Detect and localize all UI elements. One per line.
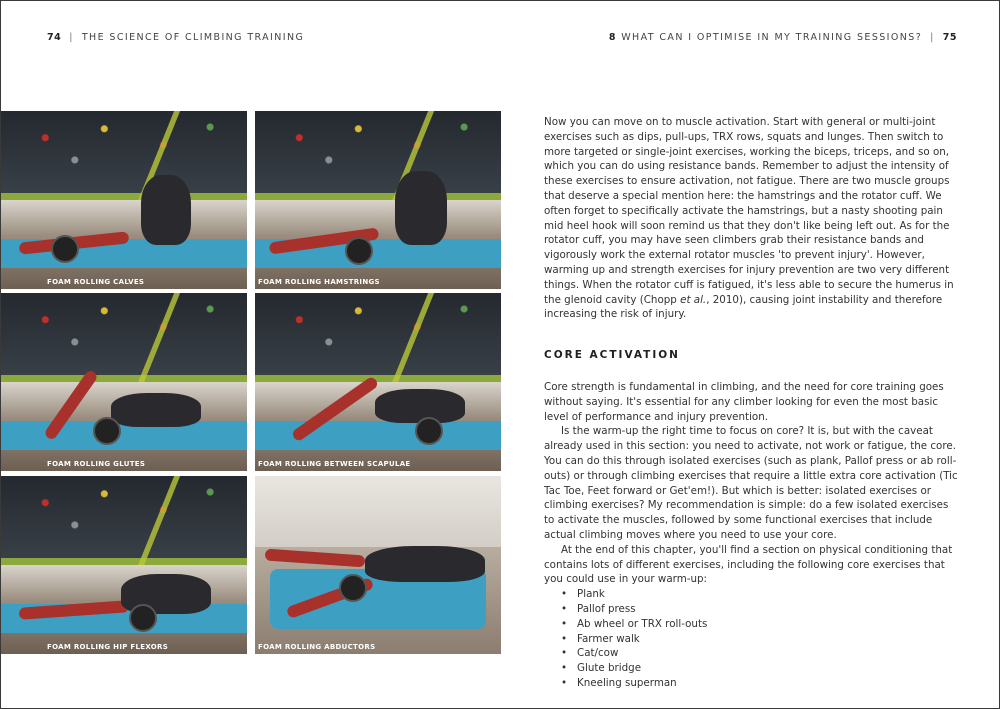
list-item: • Kneeling superman bbox=[561, 676, 959, 691]
right-header-title: WHAT CAN I OPTIMISE IN MY TRAINING SESSIONS? bbox=[621, 32, 923, 43]
photo-foam-rolling-glutes bbox=[1, 293, 247, 471]
body-text-column bbox=[544, 115, 959, 691]
photo-foam-rolling-hamstrings bbox=[255, 111, 501, 289]
photo-caption: FOAM ROLLING ABDUCTORS bbox=[258, 643, 376, 651]
intro-paragraph: Now you can move on to muscle activation. Start with general or multi-joint exercises such as dips, pull-ups, TRX rows, squats and lunges. Then switch to more targeted or single-joint exercises, working the biceps, triceps, and so on, which you can do using resistance bands. Remember to adjust the intensity of these exercises to ensure activation, not fatigue. There are two muscle groups that deserve a special mention here: the hamstrings and the rotator cuff. We often forget to specifically activate the hamstrings, but a nasty shooting pain mid heel hook will soon remind us that they don't like being left out. As for the rotator cuff, you may have seen climbers grab their resistance bands and vigorously work the external rotator muscles 'to prevent injury'. However, warming up and strength exercises for injury prevention are two very different things. When the rotator cuff is fatigued, it's less able to secure the humerus in the glenoid cavity (Chopp et al., 2010), causing joint instability and therefore increasing the risk of injury. bbox=[544, 116, 954, 321]
left-page-number: 74 bbox=[47, 32, 62, 43]
core-paragraph-3: At the end of this chapter, you'll find a section on physical conditioning that contains lots of different exercises, including the following core exercises that you could use in your warm-up: bbox=[544, 543, 953, 586]
list-item: • Farmer walk bbox=[561, 632, 959, 647]
list-item: • Cat/cow bbox=[561, 646, 959, 661]
section-heading: CORE ACTIVATION bbox=[544, 349, 680, 362]
photo-foam-rolling-abductors bbox=[255, 476, 501, 654]
core-exercise-list bbox=[544, 587, 959, 691]
photo-caption: FOAM ROLLING HAMSTRINGS bbox=[258, 278, 380, 286]
header-separator: | bbox=[69, 32, 74, 43]
left-running-header bbox=[47, 32, 304, 43]
photo-caption: FOAM ROLLING BETWEEN SCAPULAE bbox=[258, 460, 411, 468]
chapter-number: 8 bbox=[608, 32, 617, 43]
left-header-title: THE SCIENCE OF CLIMBING TRAINING bbox=[81, 32, 305, 43]
list-item: • Pallof press bbox=[561, 602, 959, 617]
photo-caption: FOAM ROLLING HIP FLEXORS bbox=[47, 643, 169, 651]
right-running-header bbox=[609, 32, 957, 43]
list-item: • Plank bbox=[561, 587, 959, 602]
right-page-number: 75 bbox=[942, 32, 957, 43]
photo-foam-rolling-between-scapulae bbox=[255, 293, 501, 471]
list-item: • Ab wheel or TRX roll-outs bbox=[561, 617, 959, 632]
photo-foam-rolling-hip-flexors bbox=[1, 476, 247, 654]
photo-foam-rolling-calves bbox=[1, 111, 247, 289]
core-paragraph-1: Core strength is fundamental in climbing, and the need for core training goes without saying. It's essential for any climber looking for even the most basic level of performance and injury prevention. bbox=[544, 380, 944, 423]
photo-caption: FOAM ROLLING CALVES bbox=[47, 278, 145, 286]
photo-caption: FOAM ROLLING GLUTES bbox=[47, 460, 146, 468]
list-item: • Glute bridge bbox=[561, 661, 959, 676]
core-paragraph-2: Is the warm-up the right time to focus on core? It is, but with the caveat already used in this section: you need to activate, not work or fatigue, the core. You can do this through isolated exercises (such as plank, Pallof press or ab roll-outs) or through climbing exercises that require a little extra core activation (Tic Tac Toe, Feet forward or Get'em!). But which is better: isolated exercises or climbing exercises? My recommendation is simple: do a few isolated exercises to activate the muscles, followed by some functional exercises that include actual climbing moves where you need to use your core. bbox=[544, 425, 958, 541]
header-separator: | bbox=[930, 32, 935, 43]
